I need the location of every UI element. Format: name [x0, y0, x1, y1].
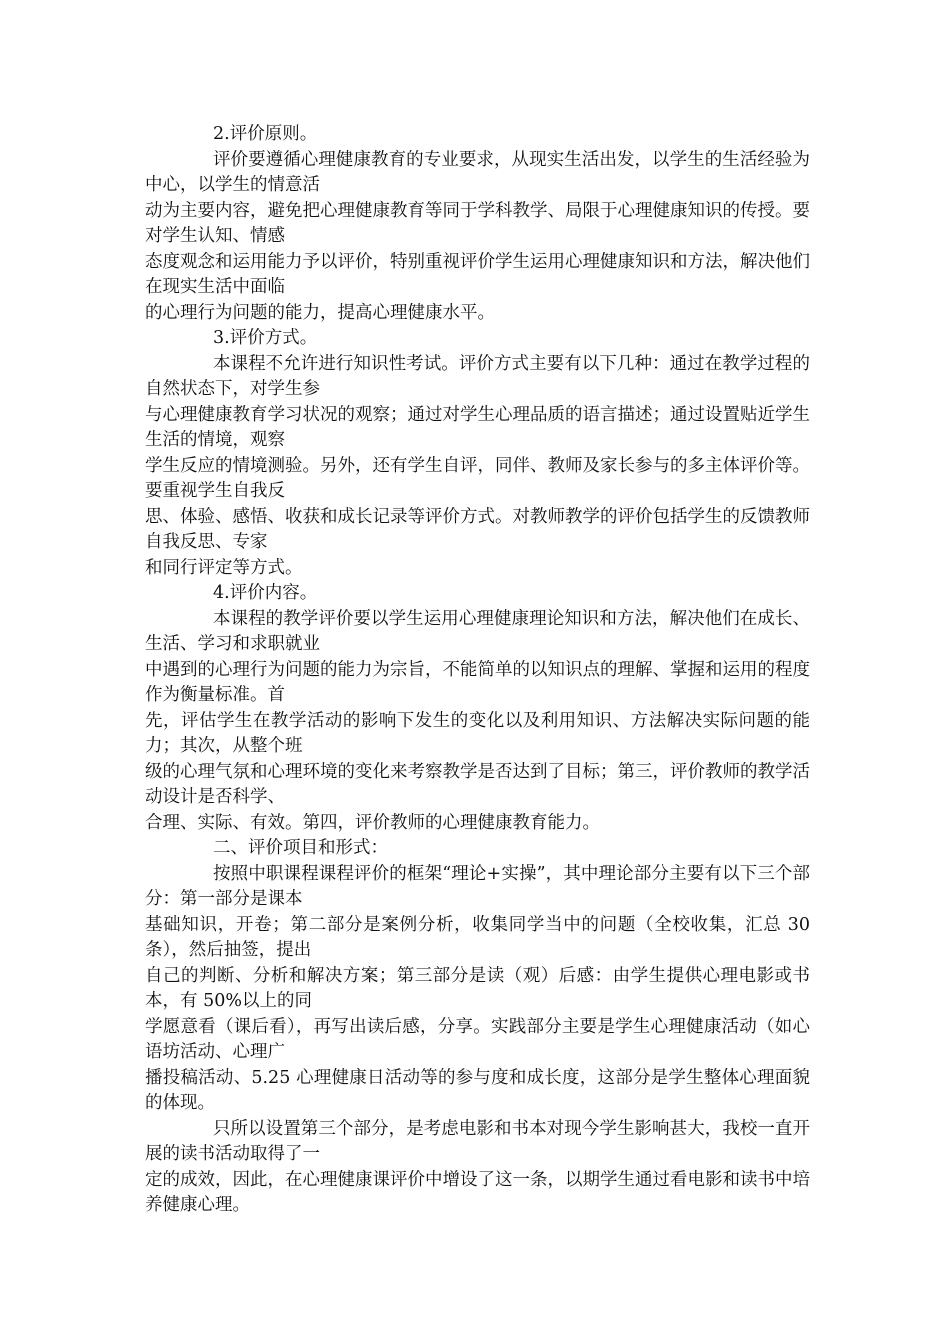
- paragraph-line: 学愿意看（课后看），再写出读后感，分享。实践部分主要是学生心理健康活动（如心语坊活动、心理广: [145, 1016, 810, 1062]
- heading-evaluation-principles: 2.评价原则。: [213, 124, 318, 144]
- heading-evaluation-content: 4.评价内容。: [213, 583, 318, 603]
- paragraph-line: 级的心理气氛和心理环境的变化来考察教学是否达到了目标；第三，评价教师的教学活动设计是否科学、: [145, 761, 810, 807]
- heading-evaluation-methods: 3.评价方式。: [213, 328, 318, 348]
- paragraph-line: 评价要遵循心理健康教育的专业要求，从现实生活出发，以学生的生活经验为中心，以学生的情意活: [145, 149, 810, 195]
- paragraph-line: 与心理健康教育学习状况的观察；通过对学生心理品质的语言描述；通过设置贴近学生生活的情境，观察: [145, 404, 810, 450]
- paragraph-line: 思、体验、感悟、收获和成长记录等评价方式。对教师教学的评价包括学生的反馈教师自我反思、专家: [145, 506, 810, 552]
- paragraph-line: 按照中职课程课程评价的框架“理论+实操”，其中理论部分主要有以下三个部分：第一部分是课本: [145, 863, 810, 909]
- paragraph-line: 播投稿活动、5.25 心理健康日活动等的参与度和成长度，这部分是学生整体心理面貌的体现。: [145, 1067, 810, 1113]
- document-body: [145, 122, 810, 1219]
- paragraph-line: 学生反应的情境测验。另外，还有学生自评，同伴、教师及家长参与的多主体评价等。要重视学生自我反: [145, 455, 810, 501]
- paragraph-line: 本课程的教学评价要以学生运用心理健康理论知识和方法，解决他们在成长、生活、学习和求职就业: [145, 608, 810, 654]
- paragraph-line: 定的成效，因此，在心理健康课评价中增设了这一条，以期学生通过看电影和读书中培养健康心理。: [145, 1169, 810, 1215]
- paragraph-line: 的心理行为问题的能力，提高心理健康水平。: [145, 302, 495, 323]
- heading-evaluation-items: 二、评价项目和形式：: [213, 838, 388, 858]
- paragraph-line: 中遇到的心理行为问题的能力为宗旨，不能简单的以知识点的理解、掌握和运用的程度作为衡量标准。首: [145, 659, 810, 705]
- paragraph-line: 和同行评定等方式。: [145, 557, 303, 578]
- paragraph-line: 合理、实际、有效。第四，评价教师的心理健康教育能力。: [145, 812, 600, 833]
- paragraph-line: 态度观念和运用能力予以评价，特别重视评价学生运用心理健康知识和方法，解决他们在现实生活中面临: [145, 251, 810, 297]
- paragraph-line: 基础知识，开卷；第二部分是案例分析，收集同学当中的问题（全校收集，汇总 30 条），然后抽签，提出: [145, 914, 810, 960]
- paragraph-line: 动为主要内容，避免把心理健康教育等同于学科教学、局限于心理健康知识的传授。要对学生认知、情感: [145, 200, 810, 246]
- paragraph-line: 只所以设置第三个部分，是考虑电影和书本对现今学生影响甚大，我校一直开展的读书活动取得了一: [145, 1118, 810, 1164]
- paragraph-line: 先，评估学生在教学活动的影响下发生的变化以及利用知识、方法解决实际问题的能力；其次，从整个班: [145, 710, 810, 756]
- paragraph-line: 自己的判断、分析和解决方案；第三部分是读（观）后感：由学生提供心理电影或书本，有 50%以上的同: [145, 965, 810, 1011]
- paragraph-line: 本课程不允许进行知识性考试。评价方式主要有以下几种：通过在教学过程的自然状态下，对学生参: [145, 353, 810, 399]
